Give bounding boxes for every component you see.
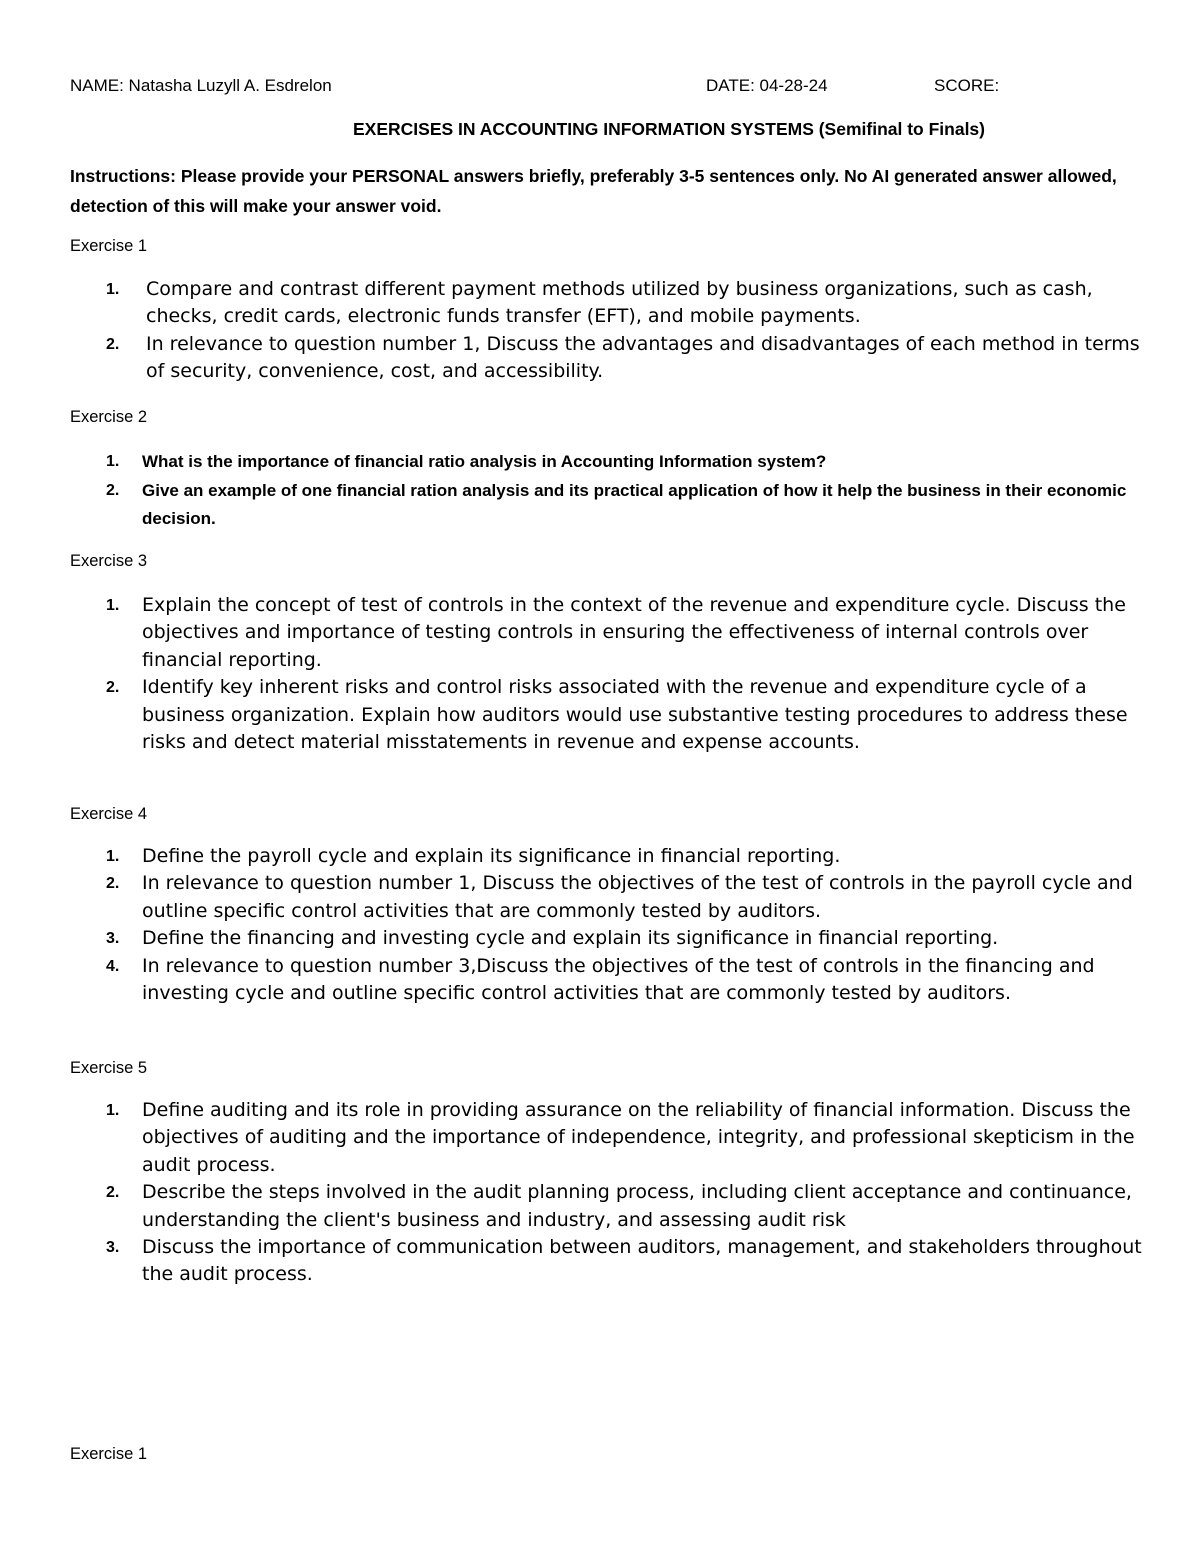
question-text: Define auditing and its role in providing assurance on the reliability of financial information. Discuss the objectives of auditing and the importance of independence, integrity, and professional skepticism in the audit process. — [142, 1099, 1135, 1176]
question-text: Identify key inherent risks and control risks associated with the revenue and expenditure cycle of a business organization. Explain how auditors would use substantive testing procedures to address these risks and detect material misstatements in revenue and expense accounts. — [142, 676, 1128, 754]
list-item — [106, 592, 1146, 674]
exercise-4-questions — [106, 843, 1146, 1007]
exercise-3-questions — [106, 592, 1146, 756]
student-name: NAME: Natasha Luzyll A. Esdrelon — [70, 76, 332, 95]
exercise-1-heading: Exercise 1 — [70, 237, 148, 255]
list-item — [106, 331, 1146, 386]
exercise-2-heading: Exercise 2 — [70, 408, 148, 426]
question-text: In relevance to question number 3,Discuss the objectives of the test of controls in the financing and investing cycle and outline specific control activities that are commonly tested by auditors. — [142, 954, 1095, 1005]
exercise-5-heading: Exercise 5 — [70, 1059, 148, 1077]
question-number: 2. — [106, 679, 120, 697]
exercise-4-heading: Exercise 4 — [70, 805, 148, 823]
list-item — [106, 953, 1146, 1008]
question-number: 1. — [106, 281, 120, 298]
question-number: 2. — [106, 1184, 120, 1202]
instructions-text: Instructions: Please provide your PERSONAL answers briefly, preferably 3-5 sentences only. No AI generated answer allowed, detection of this will make your answer void. — [70, 166, 1117, 216]
question-text: What is the importance of financial ratio analysis in Accounting Information system? — [142, 452, 827, 471]
list-item — [106, 1097, 1146, 1179]
list-item — [106, 674, 1146, 756]
question-text: In relevance to question number 1, Discuss the objectives of the test of controls in the payroll cycle and outline specific control activities that are commonly tested by auditors. — [142, 872, 1133, 922]
list-item — [106, 1179, 1146, 1234]
question-number: 2. — [106, 335, 120, 353]
answer-exercise-1-heading: Exercise 1 — [70, 1445, 148, 1463]
question-number: 1. — [106, 597, 120, 614]
question-number: 1. — [106, 848, 120, 865]
question-number: 1. — [106, 453, 120, 470]
question-text: Compare and contrast different payment methods utilized by business organizations, such as cash, checks, credit cards, electronic funds transfer (EFT), and mobile payments. — [146, 278, 1093, 328]
exercise-1-questions — [106, 276, 1146, 386]
question-text: Explain the concept of test of controls in the context of the revenue and expenditure cycle. Discuss the objectives and importance of testing controls in ensuring the effectiveness of internal controls over financial reporting. — [142, 594, 1126, 671]
question-text: Define the payroll cycle and explain its significance in financial reporting. — [142, 845, 841, 867]
question-number: 3. — [106, 930, 120, 948]
list-item — [106, 925, 1146, 952]
question-text: Describe the steps involved in the audit planning process, including client acceptance and continuance, understanding the client's business and industry, and assessing audit risk — [142, 1181, 1132, 1231]
exercise-3-heading: Exercise 3 — [70, 552, 148, 570]
question-number: 3. — [106, 1239, 120, 1257]
date-field: DATE: 04-28-24 — [706, 76, 828, 95]
exercise-5-questions — [106, 1097, 1146, 1289]
list-item — [106, 448, 1146, 477]
question-number: 2. — [106, 481, 120, 499]
score-field: SCORE: — [934, 76, 1000, 95]
question-number: 4. — [106, 957, 120, 975]
list-item — [106, 276, 1146, 331]
list-item — [106, 1234, 1146, 1289]
document-title: EXERCISES IN ACCOUNTING INFORMATION SYSTEMS (Semifinal to Finals) — [353, 119, 985, 139]
question-text: Discuss the importance of communication between auditors, management, and stakeholders throughout the audit process. — [142, 1236, 1142, 1286]
list-item — [106, 843, 1146, 870]
list-item — [106, 870, 1146, 925]
question-text: In relevance to question number 1, Discuss the advantages and disadvantages of each method in terms of security, convenience, cost, and accessibility. — [146, 332, 1140, 383]
question-text: Give an example of one financial ration analysis and its practical application of how it help the business in their economic decision. — [142, 480, 1127, 528]
list-item — [106, 477, 1146, 534]
exercise-2-questions — [106, 448, 1146, 534]
question-number: 2. — [106, 875, 120, 893]
question-number: 1. — [106, 1102, 120, 1119]
question-text: Define the financing and investing cycle and explain its significance in financial reporting. — [142, 927, 999, 950]
